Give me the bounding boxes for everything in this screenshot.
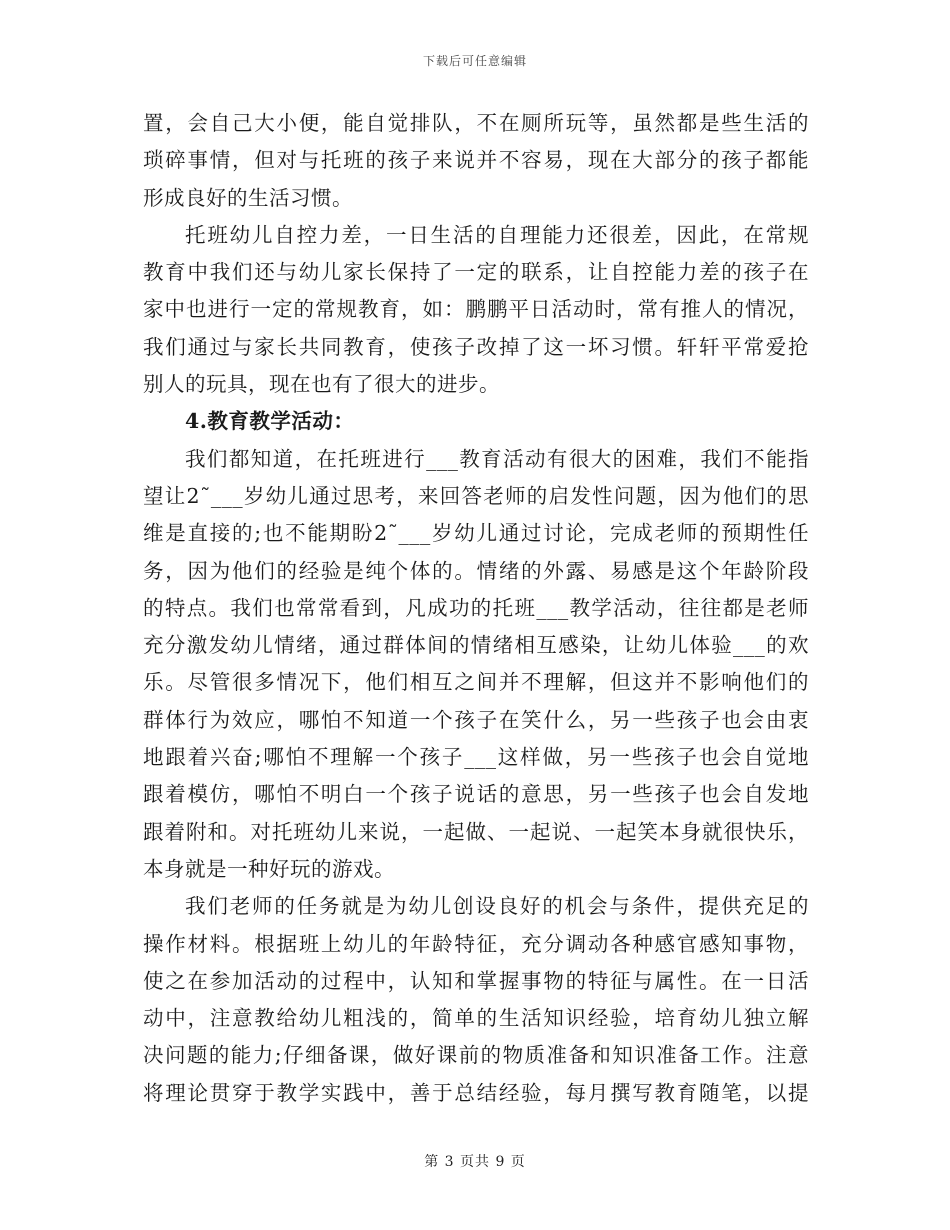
section-heading: 4.教育教学活动：: [185, 409, 355, 434]
text-line: 操作材料。根据班上幼儿的年龄特征，充分调动各种感官感知事物，: [143, 931, 809, 956]
text-line: 决问题的能力;仔细备课，做好课前的物质准备和知识准备工作。注意: [143, 1043, 809, 1068]
text-line: 琐碎事情，但对与托班的孩子来说并不容易，现在大部分的孩子都能: [143, 148, 809, 173]
paragraph: [143, 217, 809, 403]
text-line: 动中，注意教给幼儿粗浅的，简单的生活知识经验，培育幼儿独立解: [143, 1006, 809, 1031]
text-line: 地跟着兴奋;哪怕不理解一个孩子___这样做，另一些孩子也会自觉地: [143, 745, 809, 770]
text-line: 跟着模仿，哪怕不明白一个孩子说话的意思，另一些孩子也会自发地: [143, 782, 809, 807]
text-line: 我们都知道，在托班进行___教育活动有很大的困难，我们不能指: [185, 446, 809, 471]
text-line: 别人的玩具，现在也有了很大的进步。: [143, 372, 500, 397]
text-line: 我们老师的任务就是为幼儿创设良好的机会与条件，提供充足的: [185, 894, 809, 919]
text-line: 跟着附和。对托班幼儿来说，一起做、一起说、一起笑本身就很快乐，: [143, 819, 809, 844]
paragraph: [143, 441, 809, 889]
document-body: [143, 105, 809, 1112]
text-line: 乐。尽管很多情况下，他们相互之间并不理解，但这并不影响他们的: [143, 670, 809, 695]
paragraph: [143, 105, 809, 217]
text-line: 的特点。我们也常常看到，凡成功的托班___教学活动，往往都是老师: [143, 595, 809, 620]
text-line: 群体行为效应，哪怕不知道一个孩子在笑什么，另一些孩子也会由衷: [143, 707, 809, 732]
text-line: 置，会自己大小便，能自觉排队，不在厕所玩等，虽然都是些生活的: [143, 111, 809, 135]
text-line: 使之在参加活动的过程中，认知和掌握事物的特征与属性。在一日活: [143, 968, 809, 993]
text-line: 形成良好的生活习惯。: [143, 185, 353, 210]
page-header: 下载后可任意编辑: [422, 54, 527, 68]
text-line: 将理论贯穿于教学实践中，善于总结经验，每月撰写教育随笔，以提: [143, 1080, 809, 1105]
paragraph: [143, 888, 809, 1112]
text-line: 我们通过与家长共同教育，使孩子改掉了这一坏习惯。轩轩平常爱抢: [143, 334, 809, 359]
page-number: 第 3 页共 9 页: [424, 1154, 526, 1170]
text-line: 本身就是一种好玩的游戏。: [143, 856, 395, 881]
text-line: 维是直接的;也不能期盼2˜___岁幼儿通过讨论，完成老师的预期性任: [143, 521, 809, 546]
text-line: 家中也进行一定的常规教育，如：鹏鹏平日活动时，常有推人的情况，: [143, 297, 809, 322]
text-line: 务，因为他们的经验是纯个体的。情绪的外露、易感是这个年龄阶段: [143, 558, 809, 583]
text-line: 充分激发幼儿情绪，通过群体间的情绪相互感染，让幼儿体验___的欢: [143, 633, 809, 658]
text-line: 望让2˜___岁幼儿通过思考，来回答老师的启发性问题，因为他们的思: [143, 483, 809, 508]
text-line: 教育中我们还与幼儿家长保持了一定的联系，让自控能力差的孩子在: [143, 260, 809, 285]
text-line: 托班幼儿自控力差，一日生活的自理能力还很差，因此，在常规: [185, 222, 809, 247]
